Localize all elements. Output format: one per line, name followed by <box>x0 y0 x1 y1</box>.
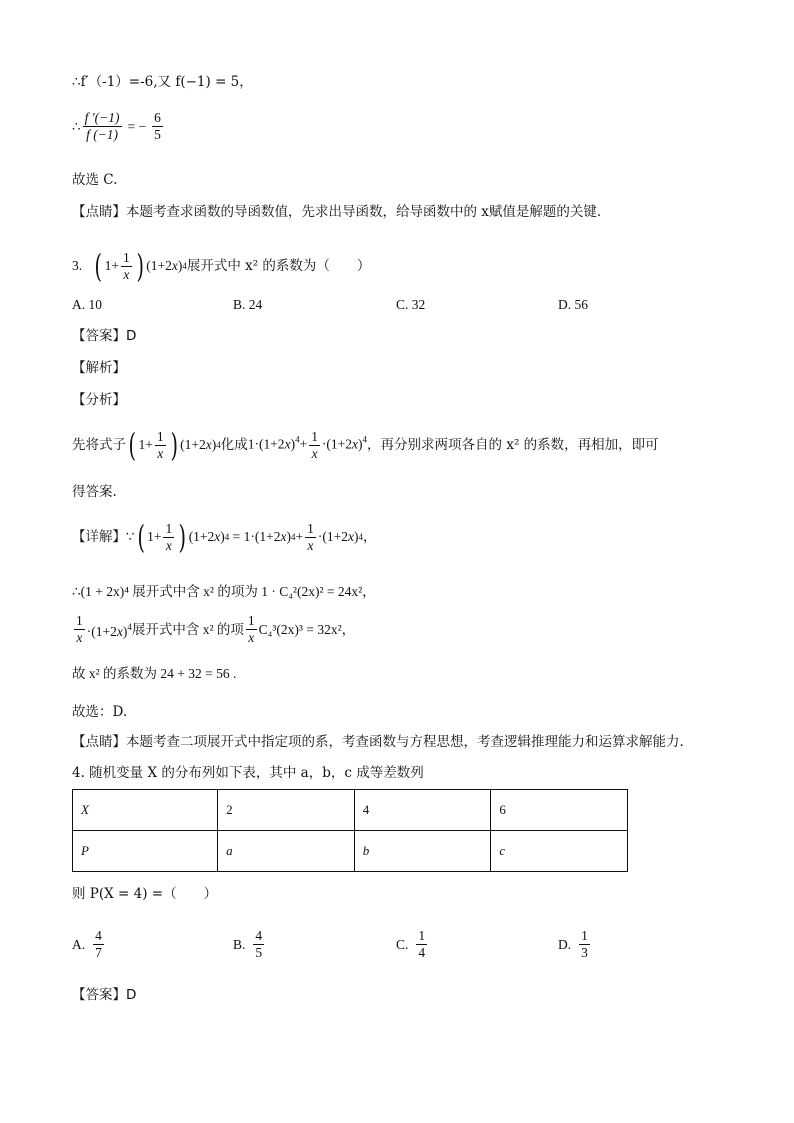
choose-c-text: 故选 C. <box>72 172 118 188</box>
q4-stem <box>72 763 424 783</box>
q3-step1 <box>72 582 376 602</box>
q3-analysis-d: 得答案. <box>72 484 117 500</box>
q4-option-b-frac: $\frac{4}{5}$ <box>255 928 263 960</box>
q3-option-d-label: D. 56 <box>558 297 588 312</box>
q3-stem-text: 展开式中 x² 的系数为（ ） <box>186 258 371 274</box>
q4-stem-text: 4. 随机变量 X 的分布列如下表，其中 a，b，c 成等差数列 <box>72 765 424 781</box>
q4-option-d-frac: $\frac{1}{3}$ <box>581 928 588 960</box>
ratio-numerator: f ′(−1) <box>84 110 120 125</box>
q4-option-c-frac: $\frac{1}{4}$ <box>418 928 426 960</box>
ratio-value <box>152 110 163 143</box>
q3-analysis <box>72 425 659 465</box>
q4-answer <box>72 985 136 1005</box>
ratio-value-den: 5 <box>154 127 161 142</box>
table-cell: 2 <box>218 790 355 831</box>
q3-number: 3. <box>72 258 83 273</box>
q3-choose-text: 故选：D. <box>72 704 128 720</box>
q3-choose <box>72 702 127 722</box>
q4-option-a[interactable] <box>72 928 106 961</box>
distribution-table <box>72 789 628 872</box>
derivative-text: ∴f′（-1）=-6,又 f(−1) = 5， <box>72 74 253 90</box>
q3-option-a-label: A. 10 <box>72 297 102 312</box>
table-row <box>73 790 628 831</box>
q4-option-a-label: A. <box>72 936 86 952</box>
ratio-fraction <box>83 110 122 143</box>
q4-option-c[interactable] <box>396 928 429 961</box>
table-cell: 6 <box>491 790 628 831</box>
q3-analysis-end <box>72 482 117 502</box>
ratio-denominator: f (−1) <box>86 127 119 142</box>
table-row <box>73 831 628 872</box>
q3-option-b[interactable] <box>233 297 262 313</box>
ratio-line <box>72 110 165 143</box>
q3-detail-label: 【详解】∵ <box>72 529 135 545</box>
q3-step1-a: ∴(1 + 2x)⁴ 展开式中含 x² 的项为 <box>72 584 258 599</box>
q3-step3 <box>72 664 236 684</box>
q3-detail-expr: ( 1+ $\frac{1}{x}$ ) (1+2 x ) 4 = 1·(1+2 x ) 4 + $\frac{1}{x}$ ·(1+2 x ) 4 ， <box>137 518 377 556</box>
dianjing-1-text: 【点睛】本题考查求函数的导函数值，先求出导函数，给导函数中的 x赋值是解题的关键． <box>72 204 611 220</box>
q3-jiexi <box>72 358 126 378</box>
table-cell: a <box>218 831 355 872</box>
q3-expression: ( 1+ $\frac{1}{x}$ ) (1+2 x ) 4 <box>94 247 187 285</box>
q3-step2-frac: $\frac{1}{x}$ <box>76 613 83 645</box>
q3-jiexi-text: 【解析】 <box>72 360 126 376</box>
choose-c-line <box>72 170 117 190</box>
q4-option-c-label: C. <box>396 936 409 952</box>
q3-analysis-c: ，再分别求两项各自的 x² 的系数，再相加，即可 <box>367 437 659 453</box>
q4-option-d[interactable] <box>558 928 592 961</box>
ratio-equals: = − <box>127 118 147 134</box>
q3-analysis-expr: ( 1+ $\frac{1}{x}$ ) (1+2 x ) 4 <box>128 426 221 464</box>
q3-step2: $\frac{1}{x}$ $\cdot(1+2x)^4$ 展开式中含 x² 的项 $\frac{1}{x}$ C₄³(2x)³ = 32x²， <box>76 613 356 645</box>
q3-step2-frac2: $\frac{1}{x}$ <box>247 613 255 645</box>
q3-option-b-label: B. 24 <box>233 297 263 312</box>
q3-option-c-label: C. 32 <box>396 297 426 312</box>
table-cell: 4 <box>354 790 491 831</box>
q3-answer-text: 【答案】D <box>72 328 137 344</box>
q3-step3-text: 故 x² 的系数为 24 + 32 = 56 . <box>72 666 237 681</box>
q4-question <box>72 884 217 904</box>
q3-step2-a: 展开式中含 x² 的项 <box>131 621 244 637</box>
table-cell: c <box>491 831 628 872</box>
q3-detail <box>72 517 377 557</box>
derivative-line <box>72 72 253 92</box>
q4-option-b-label: B. <box>233 936 246 952</box>
q4-option-d-label: D. <box>558 936 572 952</box>
q3-dianjing-text: 【点睛】本题考查二项展开式中指定项的系，考查函数与方程思想，考查逻辑推理能力和运算求解能力. <box>72 734 684 750</box>
q4-answer-text: 【答案】D <box>72 987 137 1003</box>
q3-step2-b: C₄³(2x)³ = 32x²， <box>258 621 356 637</box>
table-cell: P <box>73 831 218 872</box>
q3-fenxi-text: 【分析】 <box>72 392 126 408</box>
q3-option-c[interactable] <box>396 297 425 313</box>
q3-stem <box>72 246 370 286</box>
q3-option-d[interactable] <box>558 297 588 313</box>
therefore-symbol: ∴ <box>72 118 81 135</box>
q4-option-b[interactable] <box>233 928 266 961</box>
q3-analysis-a: 先将式子 <box>72 437 126 453</box>
dianjing-1 <box>72 202 610 222</box>
q4-option-a-frac: $\frac{4}{7}$ <box>95 928 102 960</box>
table-cell: b <box>354 831 491 872</box>
q3-analysis-split: $1\cdot(1+2x)^4+$ $\frac{1}{x}$ $\cdot(1+2x)^4$ <box>247 428 368 461</box>
q3-fenxi <box>72 390 126 410</box>
q3-dianjing <box>72 732 684 752</box>
q3-analysis-b: 化成 <box>220 437 248 453</box>
q4-question-text: 则 P(X = 4) =（ ） <box>72 886 218 902</box>
q3-step1-b: 1 · C₄²(2x)² = 24x²， <box>261 584 376 599</box>
table-cell: X <box>73 790 218 831</box>
q3-option-a[interactable] <box>72 297 102 313</box>
ratio-value-num: 6 <box>154 110 161 125</box>
q3-answer <box>72 326 136 346</box>
